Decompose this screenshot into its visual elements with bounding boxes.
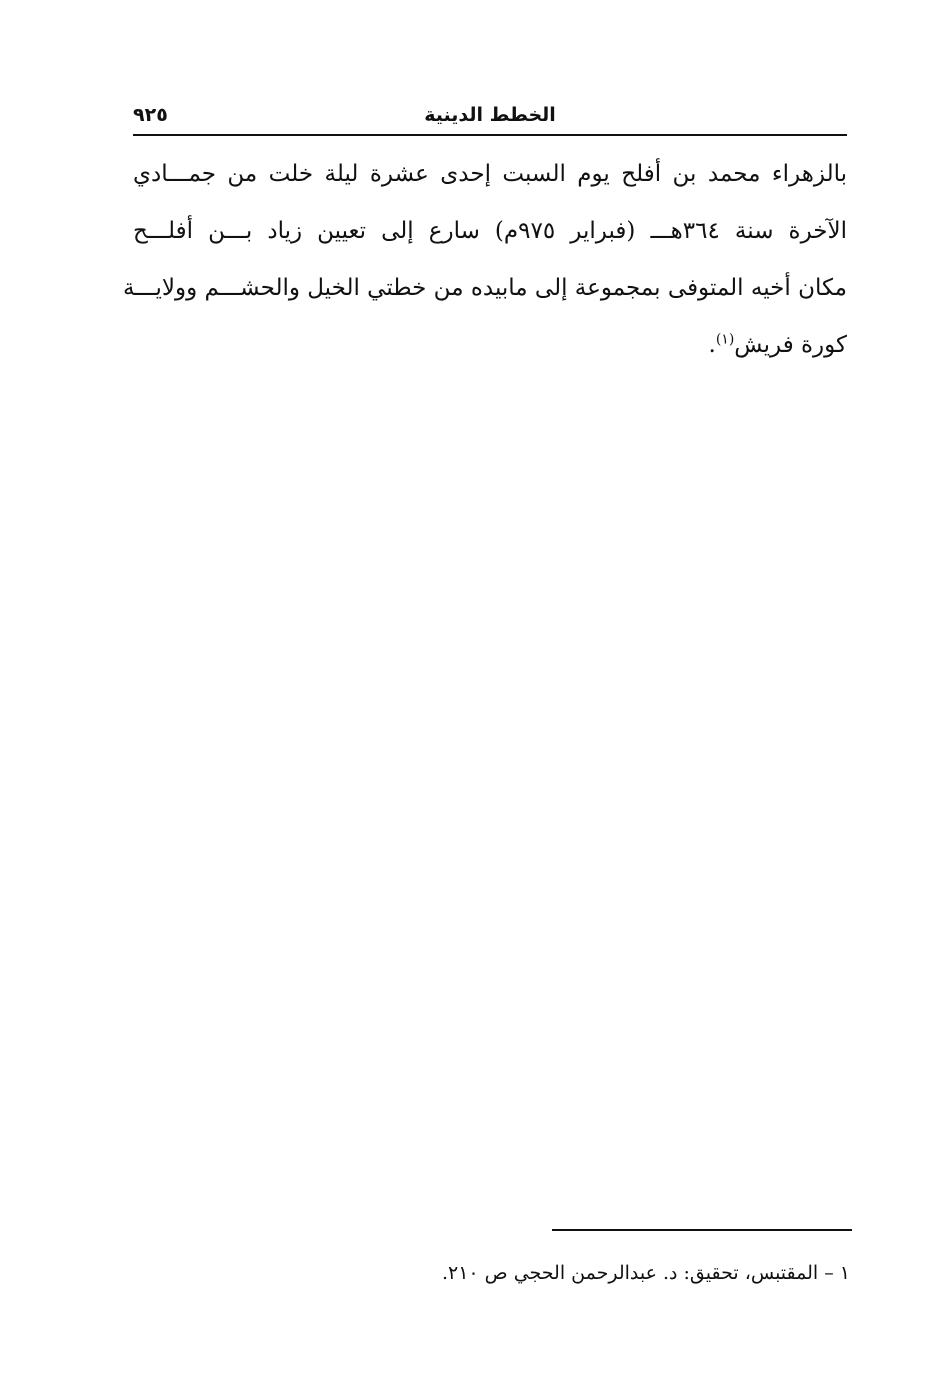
footnote: ١ – المقتبس، تحقيق: د. عبدالرحمن الحجي ص ٢١٠. [441,1262,850,1284]
end-punctuation: . [708,332,716,358]
body-line-text: كورة فريش [734,332,847,358]
body-line-last [133,317,847,374]
footnote-separator [552,1229,852,1231]
body-line: بالزهراء محمد بن أفلح يوم السبت إحدى عشرة ليلة خلت من جمـــادي [133,161,847,187]
footnote-reference-mark: (١) [715,331,735,348]
body-line: مكان أخيه المتوفى بمجموعة إلى مابيده من خطتي الخيل والحشـــم وولايـــة [122,275,847,301]
running-title: الخطط الدينية [424,104,556,126]
body-paragraph [122,146,848,374]
page-number: ٩٢٥ [133,104,168,126]
page-header [133,100,847,136]
body-line: الآخرة سنة ٣٦٤هـــ (فبراير ٩٧٥م) سارع إلى تعيين زياد بـــن أفلـــح [133,218,848,244]
